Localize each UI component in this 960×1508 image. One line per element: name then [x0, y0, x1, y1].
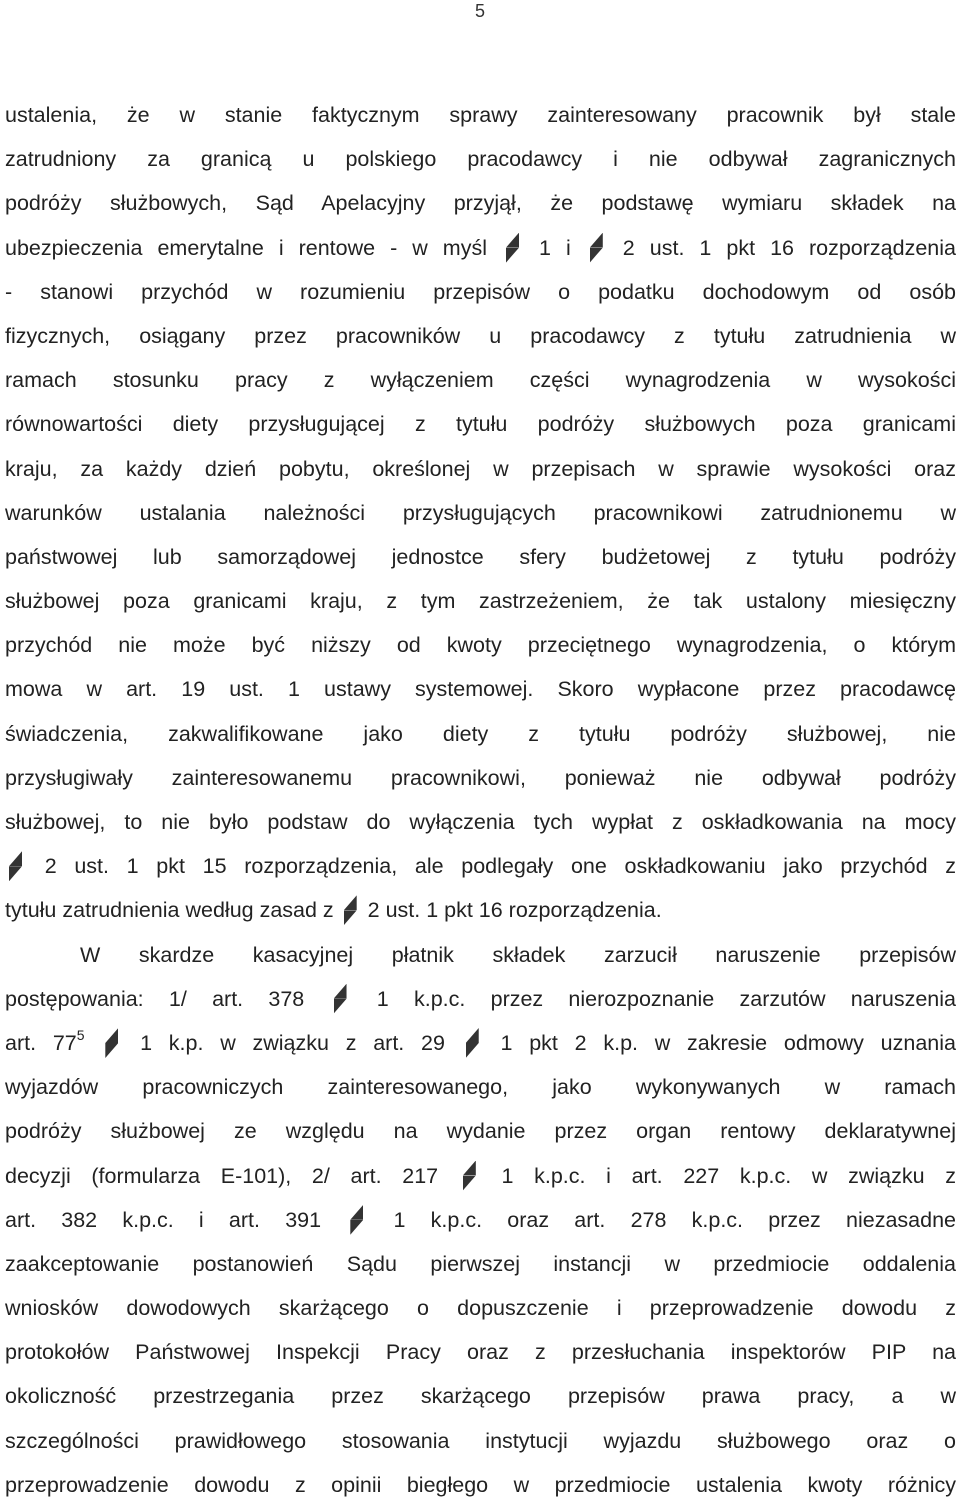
text-line: wniosków dowodowych skarżącego o dopuszczenie i przeprowadzenie dowodu z: [5, 1296, 956, 1321]
section-sign-icon: [334, 984, 348, 1014]
text-line: [5, 226, 956, 270]
text-line: kraju, za każdy dzień pobytu, określonej w przepisach w sprawie wysokości oraz: [5, 456, 956, 481]
text-line: podróży służbowej ze względu na wydanie przez organ rentowy deklaratywnej: [5, 1119, 956, 1144]
section-sign-icon: [344, 895, 358, 925]
text-line: szczególności prawidłowego stosowania instytucji wyjazdu służbowego oraz o: [5, 1428, 956, 1453]
text-line: okoliczność przestrzegania przez skarżącego przepisów prawa pracy, a w: [5, 1384, 956, 1409]
text-line: - stanowi przychód w rozumieniu przepisów o podatku dochodowym od osób: [5, 279, 956, 304]
text-line: mowa w art. 19 ust. 1 ustawy systemowej. Skoro wypłacone przez pracodawcę: [5, 677, 956, 702]
section-sign-icon: [9, 851, 23, 881]
section-sign-icon: [463, 1161, 477, 1191]
text-fragment: 1 k.p.c. oraz art. 278 k.p.c. przez niezasadne: [393, 1207, 956, 1232]
text-line: warunków ustalania należności przysługujących pracownikowi zatrudnionemu w: [5, 500, 956, 525]
section-sign-icon: [105, 1028, 119, 1058]
text-line: służbowej poza granicami kraju, z tym zastrzeżeniem, że tak ustalony miesięczny: [5, 589, 956, 614]
body-text: [5, 93, 956, 1507]
text-fragment: 1 k.p.c. przez nierozpoznanie zarzutów naruszenia: [376, 986, 956, 1011]
text-line: zatrudniony za granicą u polskiego pracodawcy i nie odbywał zagranicznych: [5, 147, 956, 172]
text-line: równowartości diety przysługującej z tytułu podróży służbowych poza granicami: [5, 412, 956, 437]
text-fragment: tytułu zatrudnienia według zasad z: [5, 898, 334, 923]
text-fragment: art. 382 k.p.c. i art. 391: [5, 1207, 322, 1232]
section-sign-icon: [590, 233, 604, 263]
text-line: przysługiwały zainteresowanemu pracownikowi, ponieważ nie odbywał podróży: [5, 765, 956, 790]
text-line: zaakceptowanie postanowień Sądu pierwszej instancji w przedmiocie oddalenia: [5, 1251, 956, 1276]
text-line: [5, 1154, 956, 1198]
section-sign-icon: [506, 233, 520, 263]
text-fragment: art. 77: [5, 1030, 77, 1055]
text-line: ustalenia, że w stanie faktycznym sprawy zainteresowany pracownik był stale: [5, 103, 956, 127]
section-sign-icon: [466, 1028, 480, 1058]
text-line: wyjazdów pracowniczych zainteresowanego, jako wykonywanych w ramach: [5, 1075, 956, 1100]
page-number: 5: [474, 1, 485, 21]
text-fragment: 1 pkt 2 k.p. w zakresie odmowy uznania: [500, 1030, 956, 1055]
text-fragment: ubezpieczenia emerytalne i rentowe - w myśl: [5, 235, 487, 260]
text-line: podróży służbowych, Sąd Apelacyjny przyjął, że podstawę wymiaru składek na: [5, 191, 956, 216]
text-fragment: 2 ust. 1 pkt 16 rozporządzenia.: [367, 898, 662, 923]
superscript: 5: [76, 1026, 85, 1043]
text-line: protokołów Państwowej Inspekcji Pracy oraz z przesłuchania inspektorów PIP na: [5, 1340, 956, 1365]
text-line: służbowej, to nie było podstaw do wyłączenia tych wypłat z oskładkowania na mocy: [5, 810, 956, 834]
text-line: [5, 844, 956, 888]
section-sign-icon: [350, 1205, 364, 1235]
text-line: [5, 1198, 956, 1242]
text-line: W skardze kasacyjnej płatnik składek zarzucił naruszenie przepisów: [80, 942, 956, 967]
text-line: świadczenia, zakwalifikowane jako diety z tytułu podróży służbowej, nie: [5, 721, 956, 746]
text-line: państwowej lub samorządowej jednostce sfery budżetowej z tytułu podróży: [5, 544, 956, 569]
text-fragment: 1 k.p. w związku z art. 29: [140, 1030, 445, 1055]
text-fragment: 1 k.p.c. i art. 227 k.p.c. w związku z: [501, 1163, 956, 1188]
text-line: [5, 977, 956, 1021]
text-line: [5, 1021, 956, 1065]
text-fragment: decyzji (formularza E-101), 2/ art. 217: [5, 1163, 439, 1188]
text-fragment: postępowania: 1/ art. 378: [5, 986, 305, 1011]
text-fragment: 2 ust. 1 pkt 16 rozporządzenia: [622, 235, 956, 260]
text-line: fizycznych, osiągany przez pracowników u pracodawcy z tytułu zatrudnienia w: [5, 323, 956, 348]
text-line: przeprowadzenie dowodu z opinii biegłego w przedmiocie ustalenia kwoty różnicy: [5, 1472, 956, 1497]
text-line: ramach stosunku pracy z wyłączeniem części wynagrodzenia w wysokości: [5, 368, 956, 393]
text-fragment: 2 ust. 1 pkt 15 rozporządzenia, ale podlegały one oskładkowaniu jako przychód z: [44, 854, 956, 879]
text-line: [5, 888, 956, 932]
text-fragment: 1 i: [539, 235, 571, 260]
text-line: przychód nie może być niższy od kwoty przeciętnego wynagrodzenia, o którym: [5, 633, 956, 658]
